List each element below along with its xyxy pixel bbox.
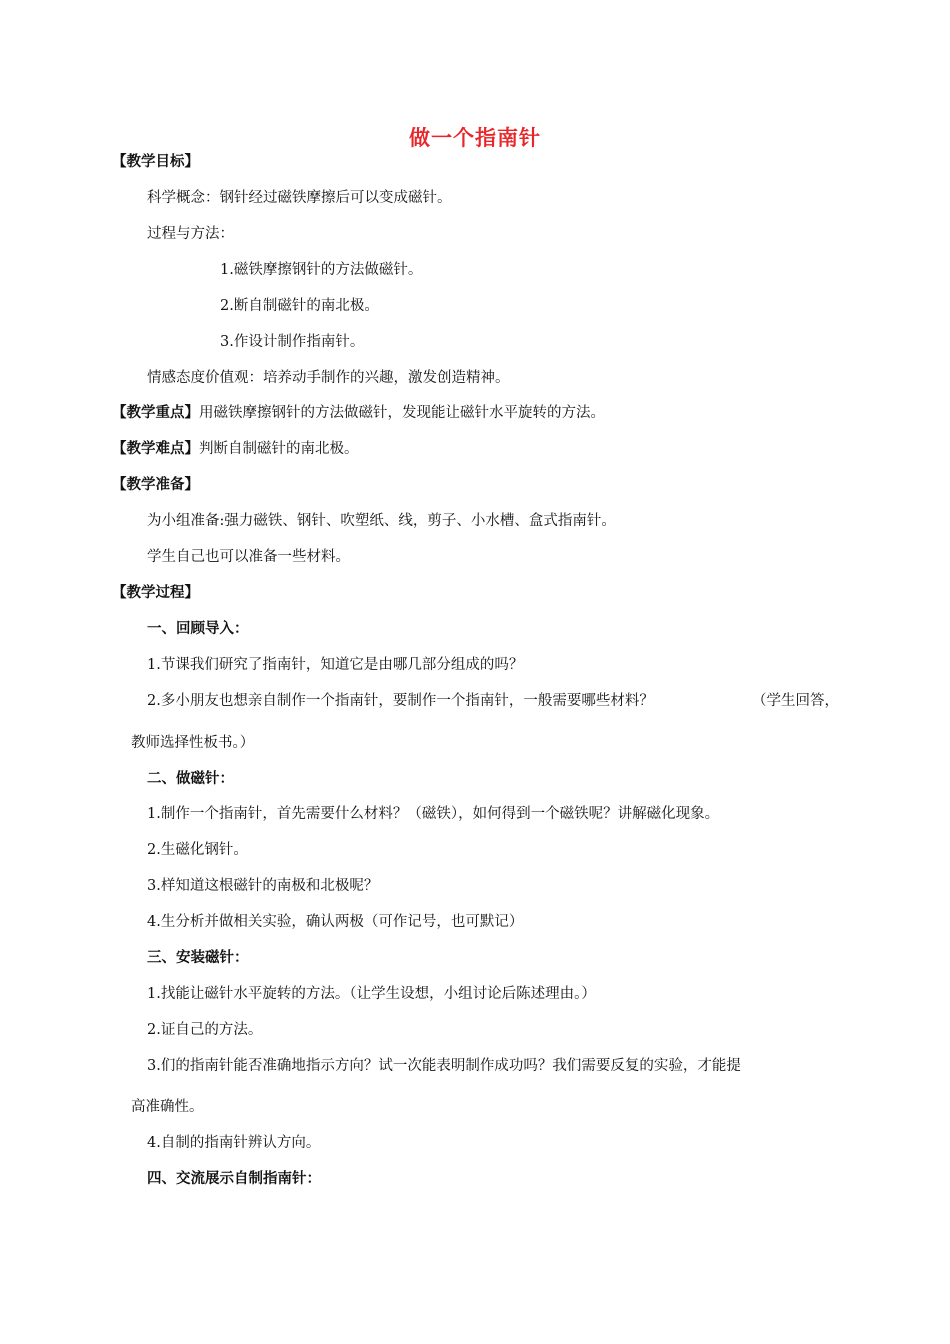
difficulty-label: 【教学难点】 [112, 441, 199, 457]
section-1-item-1: 1.节课我们研究了指南针，知道它是由哪几部分组成的吗？ [147, 657, 524, 673]
science-concept: 科学概念：钢针经过磁铁摩擦后可以变成磁针。 [147, 190, 452, 206]
attitude-values: 情感态度价值观：培养动手制作的兴趣，激发创造精神。 [147, 370, 510, 386]
preparation-line-1: 为小组准备:强力磁铁、钢针、吹塑纸、线，剪子、小水槽、盒式指南针。 [147, 513, 616, 529]
process-heading: 【教学过程】 [112, 585, 199, 601]
section-2-item-3: 3.样知道这根磁针的南极和北极呢？ [147, 878, 379, 894]
document-title: 做一个指南针 [409, 126, 541, 150]
section-3-heading: 三、安装磁针： [147, 950, 249, 966]
section-2-item-2: 2.生磁化钢针。 [147, 842, 248, 858]
preparation-line-2: 学生自己也可以准备一些材料。 [147, 549, 350, 565]
section-1-item-2: 2.多小朋友也想亲自制作一个指南针，要制作一个指南针，一般需要哪些材料？ [147, 693, 654, 709]
section-3-item-3-wrap: 高准确性。 [131, 1099, 204, 1115]
section-3-item-4: 4.自制的指南针辨认方向。 [147, 1135, 321, 1151]
section-4-heading: 四、交流展示自制指南针： [147, 1171, 321, 1187]
process-method-label: 过程与方法： [147, 226, 234, 242]
key-point-line [112, 403, 605, 423]
section-3-item-2: 2.证自己的方法。 [147, 1022, 263, 1038]
difficulty-line [112, 439, 359, 459]
section-1-item-2-note: （学生回答， [752, 693, 839, 709]
section-1-item-2-wrap: 教师选择性板书。） [131, 735, 255, 751]
objective-step-1: 1.磁铁摩擦钢针的方法做磁针。 [220, 262, 423, 278]
key-point-label: 【教学重点】 [112, 405, 199, 421]
section-3-item-1: 1.找能让磁针水平旋转的方法。（让学生设想，小组讨论后陈述理由。） [147, 986, 596, 1002]
objective-step-3: 3.作设计制作指南针。 [220, 334, 365, 350]
objective-step-2: 2.断自制磁针的南北极。 [220, 298, 379, 314]
key-point-text: 用磁铁摩擦钢针的方法做磁针，发现能让磁针水平旋转的方法。 [199, 405, 605, 421]
objectives-heading: 【教学目标】 [112, 154, 199, 170]
preparation-heading: 【教学准备】 [112, 477, 199, 493]
section-2-heading: 二、做磁针： [147, 771, 234, 787]
section-2-item-1: 1.制作一个指南针，首先需要什么材料？（磁铁），如何得到一个磁铁呢？讲解磁化现象。 [147, 806, 720, 822]
section-3-item-3: 3.们的指南针能否准确地指示方向？试一次能表明制作成功吗？我们需要反复的实验，才能提 [147, 1058, 741, 1074]
section-1-heading: 一、回顾导入： [147, 621, 249, 637]
difficulty-text: 判断自制磁针的南北极。 [199, 441, 359, 457]
section-2-item-4: 4.生分析并做相关实验，确认两极（可作记号，也可默记） [147, 914, 524, 930]
